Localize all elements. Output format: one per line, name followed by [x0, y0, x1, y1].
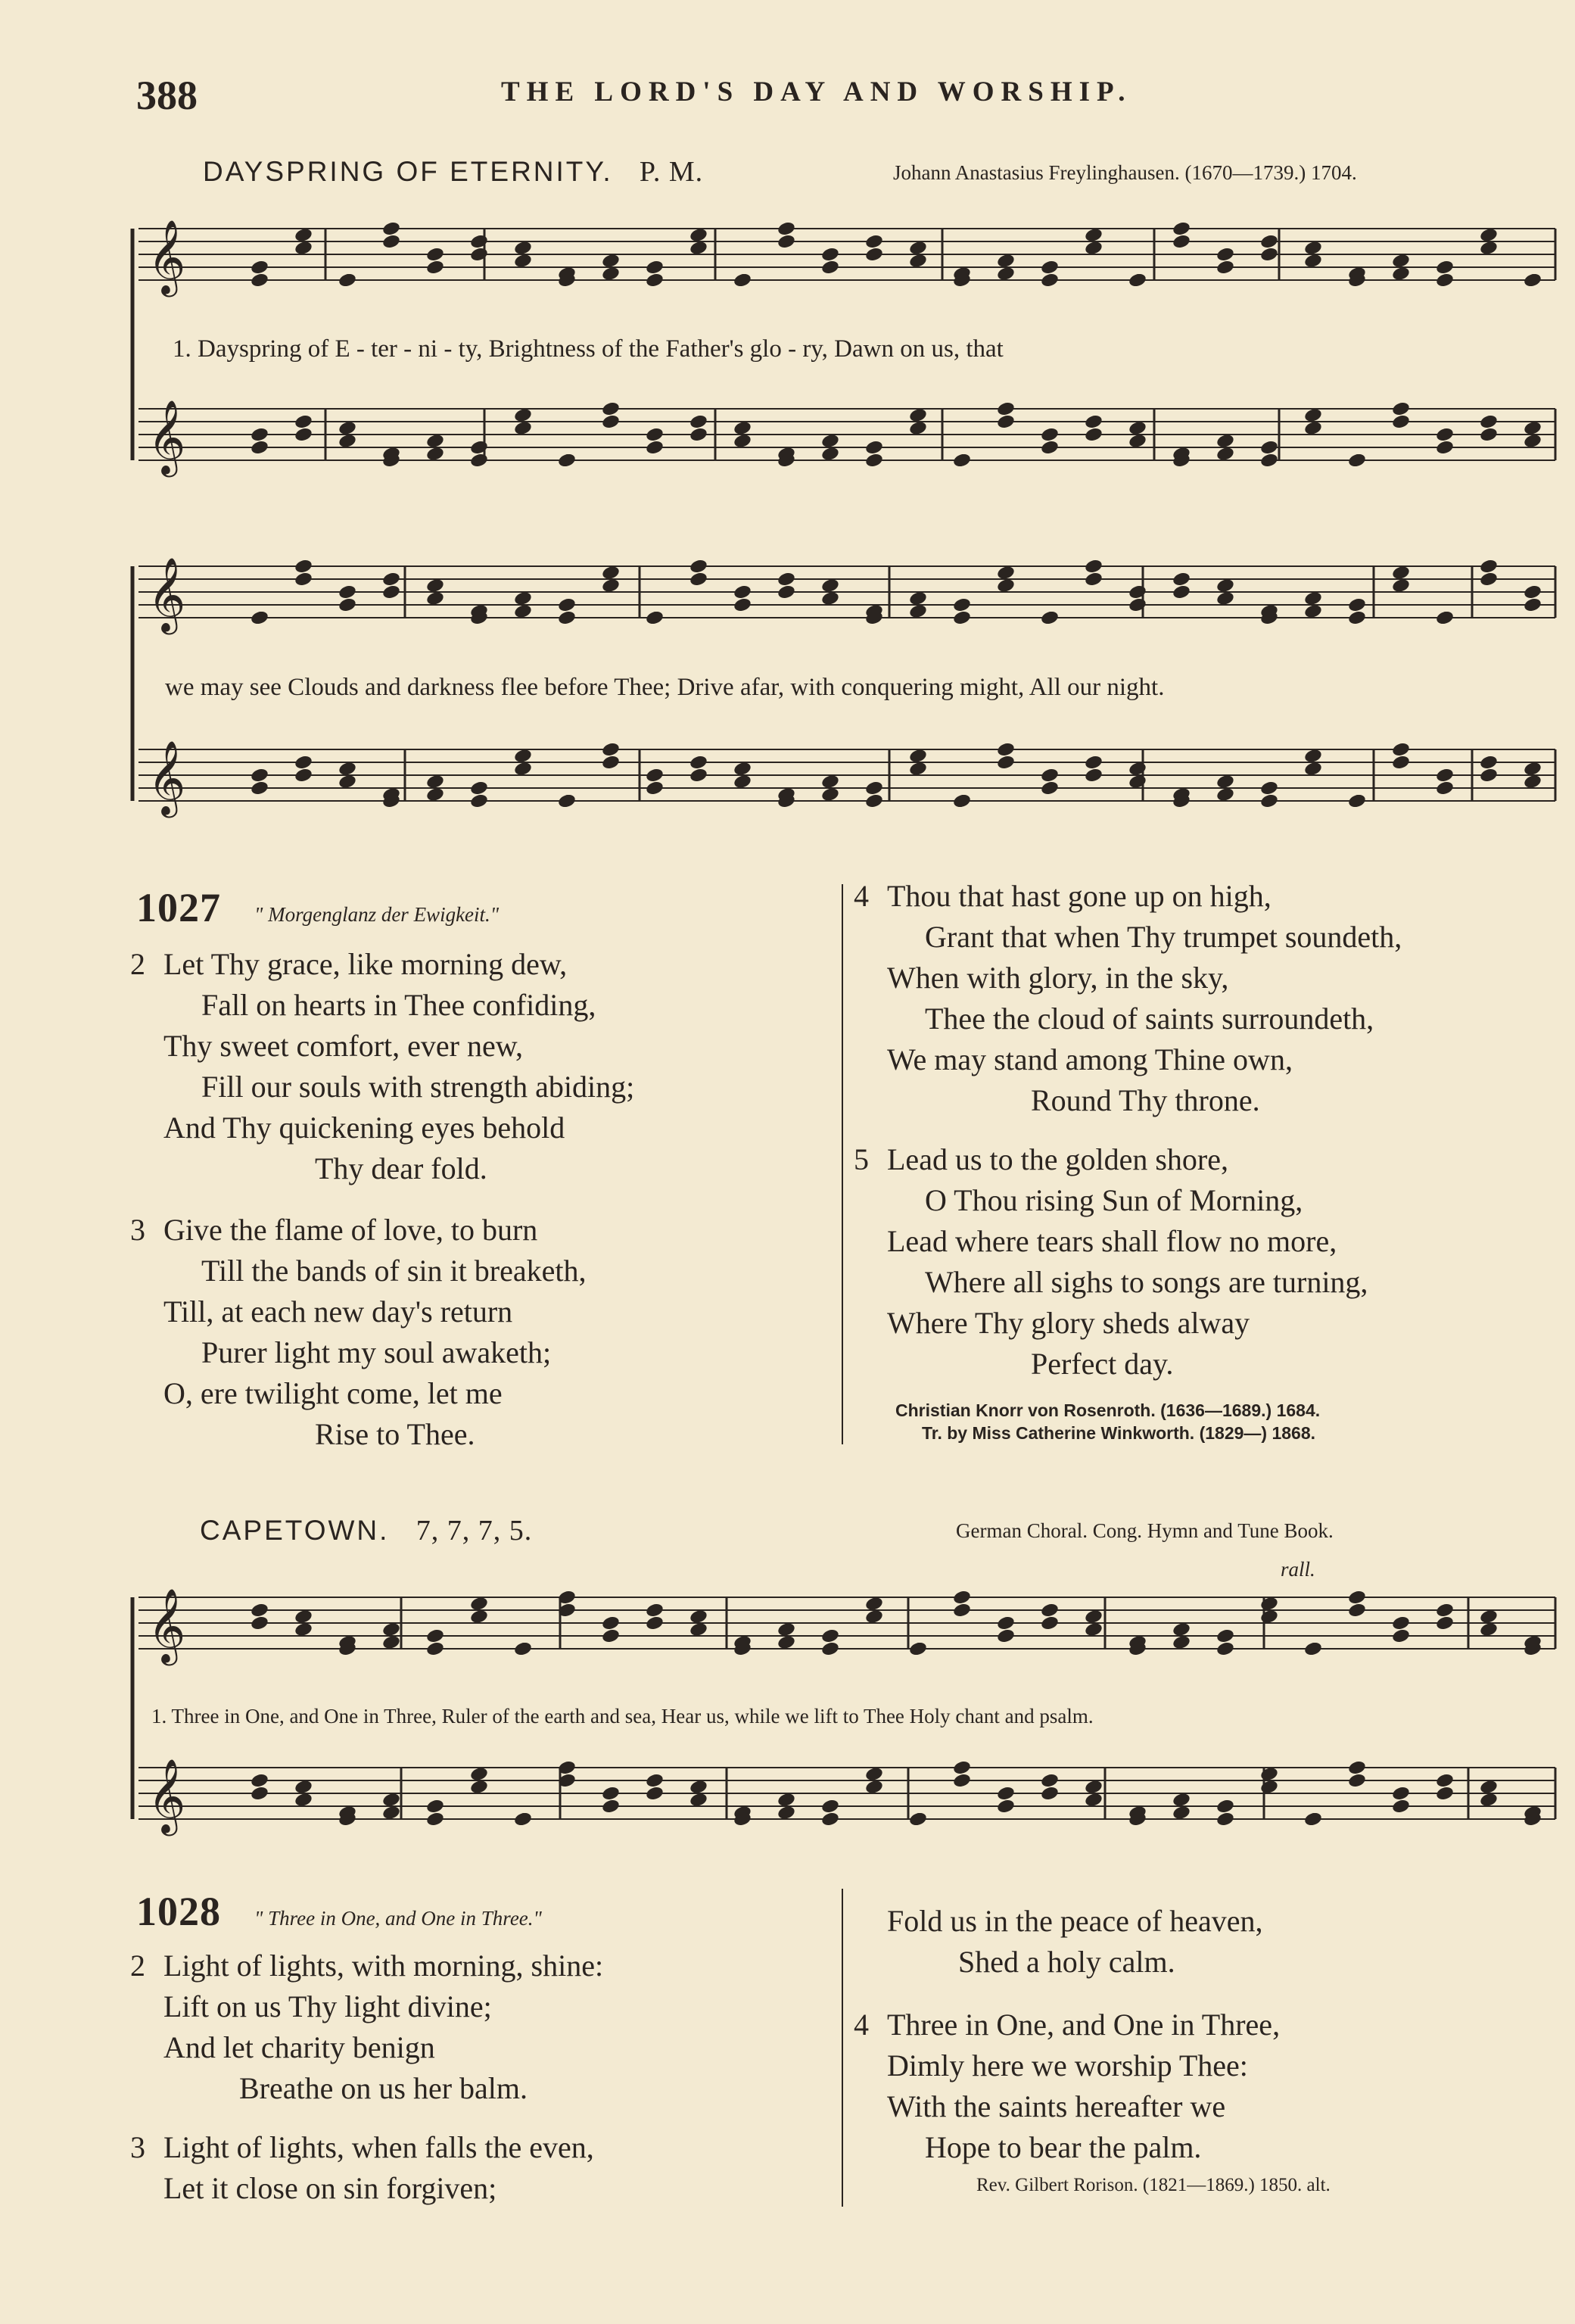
note-head	[1347, 1602, 1367, 1618]
note-head	[1435, 780, 1455, 796]
clef-symbol: 𝄞	[148, 557, 186, 632]
verse-line: Lead where tears shall flow no more,	[887, 1224, 1337, 1258]
verse-line: Lift on us Thy light divine;	[163, 1989, 492, 2023]
tune2-name: CAPETOWN.	[200, 1515, 390, 1546]
note-head	[996, 1615, 1016, 1631]
note-head	[1084, 767, 1103, 783]
note-head	[1435, 272, 1455, 288]
note-head	[250, 272, 269, 288]
page-number: 388	[136, 73, 198, 118]
hymn-1028-author: Rev. Gilbert Rorison. (1821—1869.) 1850. alt.	[976, 2175, 1331, 2195]
note-head	[1347, 597, 1367, 613]
note-head	[1040, 609, 1060, 626]
note-head	[1128, 584, 1147, 600]
clef-symbol: 𝄞	[148, 220, 186, 294]
note-head	[1435, 767, 1455, 783]
note-head	[557, 793, 577, 809]
note-head	[1347, 609, 1367, 626]
verse-line: Breathe on us her balm.	[239, 2071, 528, 2105]
note-head	[733, 597, 752, 613]
note-head	[338, 584, 357, 600]
note-head	[952, 1589, 972, 1606]
note-head	[513, 1640, 533, 1657]
tune1-heading	[203, 155, 703, 188]
note-head	[425, 1640, 445, 1657]
note-head	[1259, 439, 1279, 456]
note-head	[425, 1798, 445, 1815]
note-head	[777, 584, 796, 600]
note-head	[996, 413, 1016, 430]
note-head	[1479, 413, 1499, 430]
note-head	[820, 246, 840, 263]
note-head	[250, 767, 269, 783]
note-head	[1040, 439, 1060, 456]
note-head	[1084, 426, 1103, 443]
hymn-1027-verse-5	[854, 1139, 1368, 1385]
note-head	[1523, 272, 1542, 288]
tune1-meter: P. M.	[639, 156, 704, 188]
note-head	[820, 259, 840, 276]
note-head	[601, 413, 621, 430]
note-head	[689, 426, 708, 443]
note-head	[1435, 1602, 1455, 1618]
note-head	[908, 1811, 928, 1827]
note-head	[1303, 1640, 1323, 1657]
note-head	[1084, 413, 1103, 430]
note-head	[338, 597, 357, 613]
verse-line: Fall on hearts in Thee confiding,	[201, 988, 596, 1022]
note-head	[1215, 259, 1235, 276]
note-head	[1435, 439, 1455, 456]
hymn-1028-verse-3	[130, 2127, 594, 2209]
note-head	[557, 597, 577, 613]
verse-line: Thy sweet comfort, ever new,	[163, 1029, 523, 1063]
note-head	[294, 426, 313, 443]
note-head	[601, 1798, 621, 1815]
note-head	[1040, 259, 1060, 276]
tune2-source: German Choral. Cong. Hymn and Tune Book.	[956, 1519, 1334, 1542]
note-head	[601, 1785, 621, 1802]
note-head	[820, 1811, 840, 1827]
verse-line: Let Thy grace, like morning dew,	[163, 947, 568, 981]
note-head	[601, 1628, 621, 1644]
note-head	[1391, 741, 1411, 758]
note-head	[469, 233, 489, 250]
note-head	[1435, 426, 1455, 443]
clef-symbol: 𝄞	[148, 400, 186, 475]
note-head	[952, 452, 972, 469]
verse-line: We may stand among Thine own,	[887, 1042, 1293, 1076]
verse-line: Till, at each new day's return	[163, 1294, 513, 1329]
note-head	[952, 1759, 972, 1776]
note-head	[601, 741, 621, 758]
note-head	[864, 246, 884, 263]
note-head	[864, 439, 884, 456]
note-head	[1435, 609, 1455, 626]
note-head	[381, 584, 401, 600]
note-head	[1391, 413, 1411, 430]
note-head	[381, 233, 401, 250]
note-head	[1040, 1785, 1060, 1802]
note-head	[645, 1772, 665, 1789]
note-head	[820, 1640, 840, 1657]
note-head	[1479, 767, 1499, 783]
note-head	[777, 571, 796, 587]
verse-line: Three in One, and One in Three,	[887, 2008, 1281, 2042]
clef-symbol: 𝄞	[148, 740, 186, 815]
note-head	[469, 452, 489, 469]
note-head	[1347, 1759, 1367, 1776]
note-head	[1391, 400, 1411, 417]
note-head	[425, 259, 445, 276]
note-head	[557, 452, 577, 469]
note-head	[645, 272, 665, 288]
note-head	[1040, 1602, 1060, 1618]
hymn-1027-verse-2	[130, 944, 634, 1189]
note-head	[1435, 1615, 1455, 1631]
verse-number: 5	[854, 1142, 869, 1176]
note-head	[1259, 233, 1279, 250]
tune2-lyric-line: 1. Three in One, and One in Three, Ruler of the earth and sea, Hear us, while we lift to Thee Holy chant and psalm.	[151, 1705, 1094, 1727]
verse-number: 3	[130, 2130, 145, 2164]
note-head	[1040, 272, 1060, 288]
verse-line: Where Thy glory sheds alway	[887, 1306, 1250, 1340]
note-head	[294, 767, 313, 783]
note-head	[952, 1602, 972, 1618]
note-head	[469, 439, 489, 456]
note-head	[820, 1798, 840, 1815]
note-head	[250, 780, 269, 796]
note-head	[1215, 1798, 1235, 1815]
note-head	[952, 609, 972, 626]
note-head	[250, 1615, 269, 1631]
note-head	[381, 571, 401, 587]
note-head	[425, 246, 445, 263]
note-head	[1215, 246, 1235, 263]
tempo-marking: rall.	[1281, 1558, 1315, 1581]
note-head	[1040, 780, 1060, 796]
note-head	[1172, 220, 1191, 237]
verse-line: And let charity benign	[163, 2030, 435, 2064]
hymn-original-title: " Three in One, and One in Three."	[254, 1907, 542, 1930]
note-head	[1259, 793, 1279, 809]
note-head	[1259, 780, 1279, 796]
note-head	[338, 272, 357, 288]
note-head	[250, 1785, 269, 1802]
verse-line: Hope to bear the palm.	[925, 2130, 1202, 2164]
note-head	[1479, 426, 1499, 443]
note-head	[645, 609, 665, 626]
note-head	[952, 793, 972, 809]
verse-line: Fill our souls with strength abiding;	[201, 1070, 635, 1104]
note-head	[1040, 767, 1060, 783]
verse-line: Give the flame of love, to burn	[163, 1213, 538, 1247]
column-divider	[842, 884, 843, 1444]
tune1-lyric-line1: 1. Dayspring of E - ter - ni - ty, Brightness of the Father's glo - ry, Dawn on us, that	[173, 335, 1004, 363]
note-head	[250, 259, 269, 276]
verse-line: Thee the cloud of saints surroundeth,	[925, 1002, 1374, 1036]
clef-symbol: 𝄞	[148, 1588, 186, 1663]
note-head	[1347, 1772, 1367, 1789]
running-title: THE LORD'S DAY AND WORSHIP.	[501, 76, 1132, 107]
note-head	[1040, 1615, 1060, 1631]
note-head	[601, 754, 621, 771]
note-head	[645, 780, 665, 796]
note-head	[1479, 571, 1499, 587]
hymn-1027-verse-4	[854, 876, 1402, 1121]
note-head	[689, 413, 708, 430]
note-head	[1391, 1628, 1411, 1644]
note-head	[1391, 1615, 1411, 1631]
note-head	[996, 741, 1016, 758]
note-head	[250, 1602, 269, 1618]
note-head	[1347, 452, 1367, 469]
hymn-1027-heading	[136, 884, 499, 931]
note-head	[864, 793, 884, 809]
note-head	[294, 413, 313, 430]
note-head	[645, 439, 665, 456]
verse-line: Thou that hast gone up on high,	[887, 879, 1272, 913]
verse-line: Rise to Thee.	[315, 1417, 475, 1451]
verse-line: Shed a holy calm.	[958, 1945, 1175, 1979]
note-head	[1215, 1628, 1235, 1644]
hymn-1027-translator: Tr. by Miss Catherine Winkworth. (1829—) 1868.	[922, 1423, 1316, 1443]
tune1-composer: Johann Anastasius Freylinghausen. (1670—1739.) 1704.	[893, 161, 1357, 184]
verse-number: 3	[130, 1213, 145, 1247]
note-head	[1435, 1785, 1455, 1802]
note-head	[1084, 571, 1103, 587]
note-head	[1479, 754, 1499, 771]
note-head	[1391, 1798, 1411, 1815]
verse-line: With the saints hereafter we	[887, 2089, 1226, 2123]
note-head	[645, 426, 665, 443]
note-head	[1391, 1785, 1411, 1802]
hymn-1027-verse-3	[130, 1210, 586, 1455]
note-head	[1040, 1772, 1060, 1789]
note-head	[864, 452, 884, 469]
verse-line: Where all sighs to songs are turning,	[925, 1265, 1368, 1299]
verse-line: Light of lights, with morning, shine:	[163, 1949, 604, 1983]
verse-number: 2	[130, 947, 145, 981]
note-head	[469, 246, 489, 263]
note-head	[689, 558, 708, 575]
hymn-number: 1027	[136, 885, 221, 930]
note-head	[425, 1811, 445, 1827]
note-head	[689, 767, 708, 783]
hymn-1028-verse-4	[854, 2005, 1280, 2168]
note-head	[777, 233, 796, 250]
note-head	[996, 1785, 1016, 1802]
verse-number: 4	[854, 879, 869, 913]
note-head	[996, 1798, 1016, 1815]
note-head	[601, 400, 621, 417]
note-head	[250, 439, 269, 456]
note-head	[1347, 793, 1367, 809]
note-head	[294, 754, 313, 771]
note-head	[1391, 754, 1411, 771]
verse-line: Purer light my soul awaketh;	[201, 1335, 552, 1369]
note-head	[864, 780, 884, 796]
note-head	[381, 220, 401, 237]
note-head	[1523, 597, 1542, 613]
note-head	[820, 1628, 840, 1644]
note-head	[1128, 272, 1147, 288]
note-head	[689, 754, 708, 771]
verse-line: When with glory, in the sky,	[887, 961, 1229, 995]
note-head	[733, 584, 752, 600]
hymn-1028-verse-3-continued	[887, 1901, 1263, 1983]
note-head	[1479, 558, 1499, 575]
note-head	[1259, 246, 1279, 263]
note-head	[1435, 259, 1455, 276]
hymn-number: 1028	[136, 1889, 221, 1934]
note-head	[1259, 452, 1279, 469]
note-head	[645, 259, 665, 276]
note-head	[1040, 426, 1060, 443]
tune2-meter: 7, 7, 7, 5.	[416, 1515, 533, 1547]
note-head	[1347, 1589, 1367, 1606]
hymn-1027-author: Christian Knorr von Rosenroth. (1636—1689.) 1684.	[895, 1400, 1321, 1420]
note-head	[996, 1628, 1016, 1644]
note-head	[294, 558, 313, 575]
note-head	[996, 754, 1016, 771]
verse-line: And Thy quickening eyes behold	[163, 1111, 565, 1145]
note-head	[1128, 597, 1147, 613]
note-head	[601, 1615, 621, 1631]
note-head	[908, 1640, 928, 1657]
note-head	[1215, 1640, 1235, 1657]
note-head	[952, 597, 972, 613]
note-head	[469, 793, 489, 809]
note-head	[952, 1772, 972, 1789]
note-head	[1084, 754, 1103, 771]
note-head	[645, 1602, 665, 1618]
note-head	[1303, 1811, 1323, 1827]
verse-line: Light of lights, when falls the even,	[163, 2130, 594, 2164]
note-head	[250, 609, 269, 626]
verse-line: Perfect day.	[1031, 1347, 1174, 1381]
note-head	[557, 609, 577, 626]
note-head	[996, 400, 1016, 417]
note-head	[250, 426, 269, 443]
verse-line: Grant that when Thy trumpet soundeth,	[925, 920, 1402, 954]
note-head	[1084, 558, 1103, 575]
verse-line: O, ere twilight come, let me	[163, 1376, 503, 1410]
verse-line: Fold us in the peace of heaven,	[887, 1904, 1263, 1938]
tune1-name: DAYSPRING OF ETERNITY.	[203, 156, 613, 187]
note-head	[513, 1811, 533, 1827]
tune1-lyric-line2: we may see Clouds and darkness flee before Thee; Drive afar, with conquering might, All our night.	[165, 674, 1165, 701]
verse-line: Dimly here we worship Thee:	[887, 2048, 1248, 2083]
verse-number: 2	[130, 1949, 145, 1983]
note-head	[1172, 571, 1191, 587]
note-head	[250, 1772, 269, 1789]
verse-line: Let it close on sin forgiven;	[163, 2171, 497, 2205]
note-head	[1523, 584, 1542, 600]
verse-line: Lead us to the golden shore,	[887, 1142, 1228, 1176]
note-head	[1172, 233, 1191, 250]
hymn-1028-verse-2	[130, 1945, 603, 2109]
note-head	[645, 767, 665, 783]
note-head	[1172, 584, 1191, 600]
clef-symbol: 𝄞	[148, 1759, 186, 1833]
note-head	[469, 780, 489, 796]
note-head	[294, 571, 313, 587]
verse-line: O Thou rising Sun of Morning,	[925, 1183, 1303, 1217]
note-head	[689, 571, 708, 587]
note-head	[733, 272, 752, 288]
verse-line: Till the bands of sin it breaketh,	[201, 1254, 587, 1288]
note-head	[1215, 1811, 1235, 1827]
hymn-original-title: " Morgenglanz der Ewigkeit."	[254, 903, 500, 926]
verse-line: Thy dear fold.	[315, 1151, 487, 1185]
note-head	[425, 1628, 445, 1644]
note-head	[645, 1785, 665, 1802]
note-head	[777, 220, 796, 237]
note-head	[864, 233, 884, 250]
column-divider	[842, 1889, 843, 2207]
note-head	[1435, 1772, 1455, 1789]
verse-number: 4	[854, 2008, 869, 2042]
note-head	[645, 1615, 665, 1631]
tune2-heading	[200, 1514, 532, 1547]
hymn-1028-heading	[136, 1888, 542, 1935]
verse-line: Round Thy throne.	[1031, 1083, 1260, 1117]
